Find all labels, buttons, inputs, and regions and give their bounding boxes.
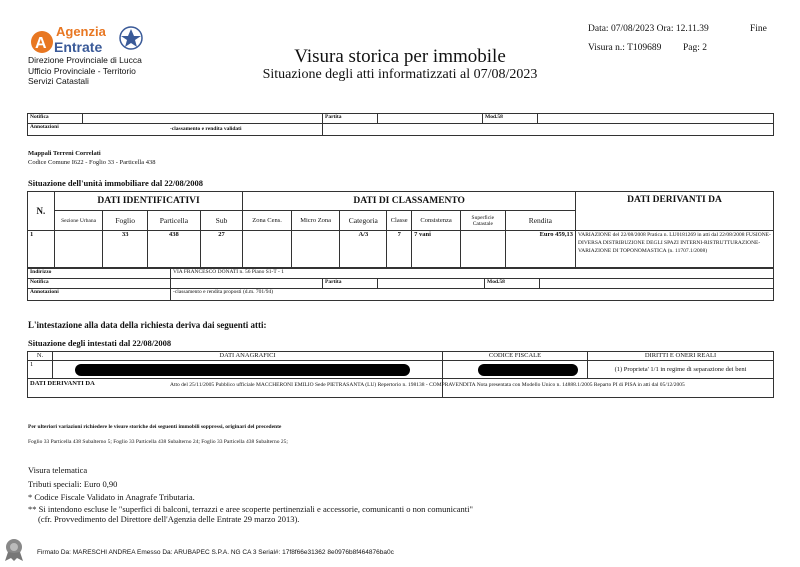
col-n: N. bbox=[28, 192, 55, 231]
redacted-codice-fiscale bbox=[478, 364, 578, 376]
top-notifica-table bbox=[27, 113, 774, 136]
cell-derivanti: VARIAZIONE del 22/08/2008 Pratica n. LU0181269 in atti dal 22/08/2008 FUSIONE-DIVERSA DISTRIBUZIONE DEGLI SPAZI INTERNI-RISTRUTTURAZIONE-VARIAZIONE DI TOPONOMASTICA (n. 11707.1/2008) bbox=[576, 231, 774, 268]
cell-n: 1 bbox=[28, 231, 55, 268]
hdr-particella: Particella bbox=[148, 211, 201, 231]
intestazione-title: L'intestazione alla data della richiesta deriva dai seguenti atti: bbox=[28, 320, 267, 330]
page-number: Pag: 2 bbox=[683, 43, 708, 53]
note-line: Visura telematica bbox=[28, 465, 88, 475]
signature-seal-icon bbox=[3, 538, 25, 562]
indirizzo-label: Indirizzo bbox=[30, 269, 52, 275]
cell-sezione bbox=[54, 231, 103, 268]
cell-rendita: Euro 459,13 bbox=[505, 231, 575, 268]
unit-annotazioni-value: -classamento e rendita proposti (d.m. 701/94) bbox=[171, 289, 774, 301]
hdr-consistenza: Consistenza bbox=[412, 211, 461, 231]
hdr-micro: Micro Zona bbox=[291, 211, 340, 231]
cell-classe: 7 bbox=[387, 231, 412, 268]
note-line: Tributi speciali: Euro 0,90 bbox=[28, 479, 118, 489]
hdr-sezione: Sezione Urbana bbox=[54, 211, 103, 231]
cell-foglio: 33 bbox=[103, 231, 148, 268]
col-diritti: DIRITTI E ONERI REALI bbox=[588, 352, 774, 361]
end-label: Fine bbox=[750, 24, 767, 34]
hdr-sub: Sub bbox=[200, 211, 243, 231]
group-classamento: DATI DI CLASSAMENTO bbox=[243, 192, 576, 211]
group-derivanti: DATI DERIVANTI DA bbox=[576, 192, 774, 231]
col-anagrafici: DATI ANAGRAFICI bbox=[53, 352, 443, 361]
deriv-label: DATI DERIVANTI DA bbox=[30, 380, 95, 387]
mod58-label: Mod.58 bbox=[483, 114, 538, 124]
unit-section-title: Situazione dell'unità immobiliare dal 22/08/2008 bbox=[28, 178, 204, 188]
logo-word-entrate: Entrate bbox=[54, 39, 103, 55]
table-row bbox=[28, 231, 774, 268]
hdr-categoria: Categoria bbox=[340, 211, 387, 231]
partita-label: Partita bbox=[323, 114, 378, 124]
annotazioni-value: -classamento e rendita validati bbox=[170, 126, 242, 132]
redacted-name bbox=[75, 364, 410, 376]
note-line: * Codice Fiscale Validato in Anagrafe Tributaria. bbox=[28, 492, 195, 502]
logo-word-agenzia: Agenzia bbox=[56, 24, 106, 39]
note-line: ** Si intendono escluse le "superfici di balconi, terrazzi e aree scoperte pertinenziali e accessorie, comunicanti o non comunicanti" bbox=[28, 504, 473, 514]
page-subtitle: Situazione degli atti informatizzati al 07/08/2023 bbox=[262, 67, 538, 82]
group-identificativi: DATI IDENTIFICATIVI bbox=[54, 192, 243, 211]
cell-diritti: (1) Proprieta' 1/1 in regime di separazione dei beni bbox=[588, 361, 774, 379]
digital-signature: Firmato Da: MARESCHI ANDREA Emesso Da: ARUBAPEC S.P.A. NG CA 3 Serial#: 17f8f66e31362 8e0976b8f464876ba0c bbox=[37, 549, 394, 556]
cell-categoria: A/3 bbox=[340, 231, 387, 268]
indirizzo-value: VIA FRANCESCO DONATI n. 56 Piano S1-T - 1 bbox=[171, 269, 774, 279]
mappali-title: Mappali Terreni Correlati bbox=[28, 150, 101, 157]
cell-zona bbox=[243, 231, 292, 268]
unit-annotazioni-label: Annotazioni bbox=[28, 289, 171, 301]
soppressi-title: Per ulteriori variazioni richiedere le visure storiche dei seguenti immobili soppressi, originari del precedente bbox=[28, 424, 282, 430]
col-n: N. bbox=[28, 352, 53, 361]
agenzia-entrate-logo bbox=[28, 22, 158, 56]
date-line: Data: 07/08/2023 Ora: 12.11.39 bbox=[588, 24, 709, 34]
cell-superficie bbox=[460, 231, 505, 268]
cell-micro bbox=[291, 231, 340, 268]
hdr-rendita: Rendita bbox=[505, 211, 575, 231]
mappali-line: Codice Comune I622 - Foglio 33 - Particella 438 bbox=[28, 159, 156, 166]
note-line: (cfr. Provvedimento del Direttore dell'Agenzia delle Entrate 29 marzo 2013). bbox=[38, 514, 300, 524]
cell-n: 1 bbox=[28, 361, 53, 379]
hdr-zona: Zona Cens. bbox=[243, 211, 292, 231]
notifica-label: Notifica bbox=[28, 114, 83, 124]
unit-partita-label: Partita bbox=[323, 279, 378, 289]
hdr-classe: Classe bbox=[387, 211, 412, 231]
unit-table bbox=[27, 191, 774, 268]
unit-notifica-label: Notifica bbox=[28, 279, 171, 289]
unit-extra-table bbox=[27, 268, 774, 301]
hdr-foglio: Foglio bbox=[103, 211, 148, 231]
notes-block bbox=[28, 464, 473, 524]
cell-consistenza: 7 vani bbox=[412, 231, 461, 268]
unit-mod58-label: Mod.58 bbox=[485, 279, 540, 289]
intestati-table bbox=[27, 351, 774, 398]
table-row bbox=[28, 361, 774, 379]
soppressi-line: Foglio 33 Particella 438 Subalterno 5; Foglio 33 Particella 438 Subalterno 24; Foglio 33 Particella 438 Subalterno 25; bbox=[28, 439, 288, 445]
office-line: Direzione Provinciale di Lucca bbox=[28, 55, 142, 65]
hdr-superficie: Superficie Catastale bbox=[460, 211, 505, 231]
cell-sub: 27 bbox=[200, 231, 243, 268]
cell-particella: 438 bbox=[148, 231, 201, 268]
office-lines bbox=[28, 55, 142, 87]
svg-text:A: A bbox=[35, 35, 47, 52]
intestati-section-title: Situazione degli intestati dal 22/08/2008 bbox=[28, 338, 172, 348]
visura-number: Visura n.: T109689 bbox=[588, 43, 662, 53]
office-line: Servizi Catastali bbox=[28, 76, 89, 86]
annotazioni-label: Annotazioni bbox=[30, 124, 59, 130]
deriv-value: Atto del 25/11/2005 Pubblico ufficiale MACCHERONI EMILIO Sede PIETRASANTA (LU) Repertorio n. 198138 - COMPRAVENDITA Nota presentata con Modello Unico n. 14888.1/2005 Reparto PI di PISA in atti dal 05/12/2005 bbox=[170, 382, 685, 388]
page-title: Visura storica per immobile bbox=[294, 46, 506, 67]
office-line: Ufficio Provinciale - Territorio bbox=[28, 65, 136, 76]
col-codice-fiscale: CODICE FISCALE bbox=[443, 352, 588, 361]
